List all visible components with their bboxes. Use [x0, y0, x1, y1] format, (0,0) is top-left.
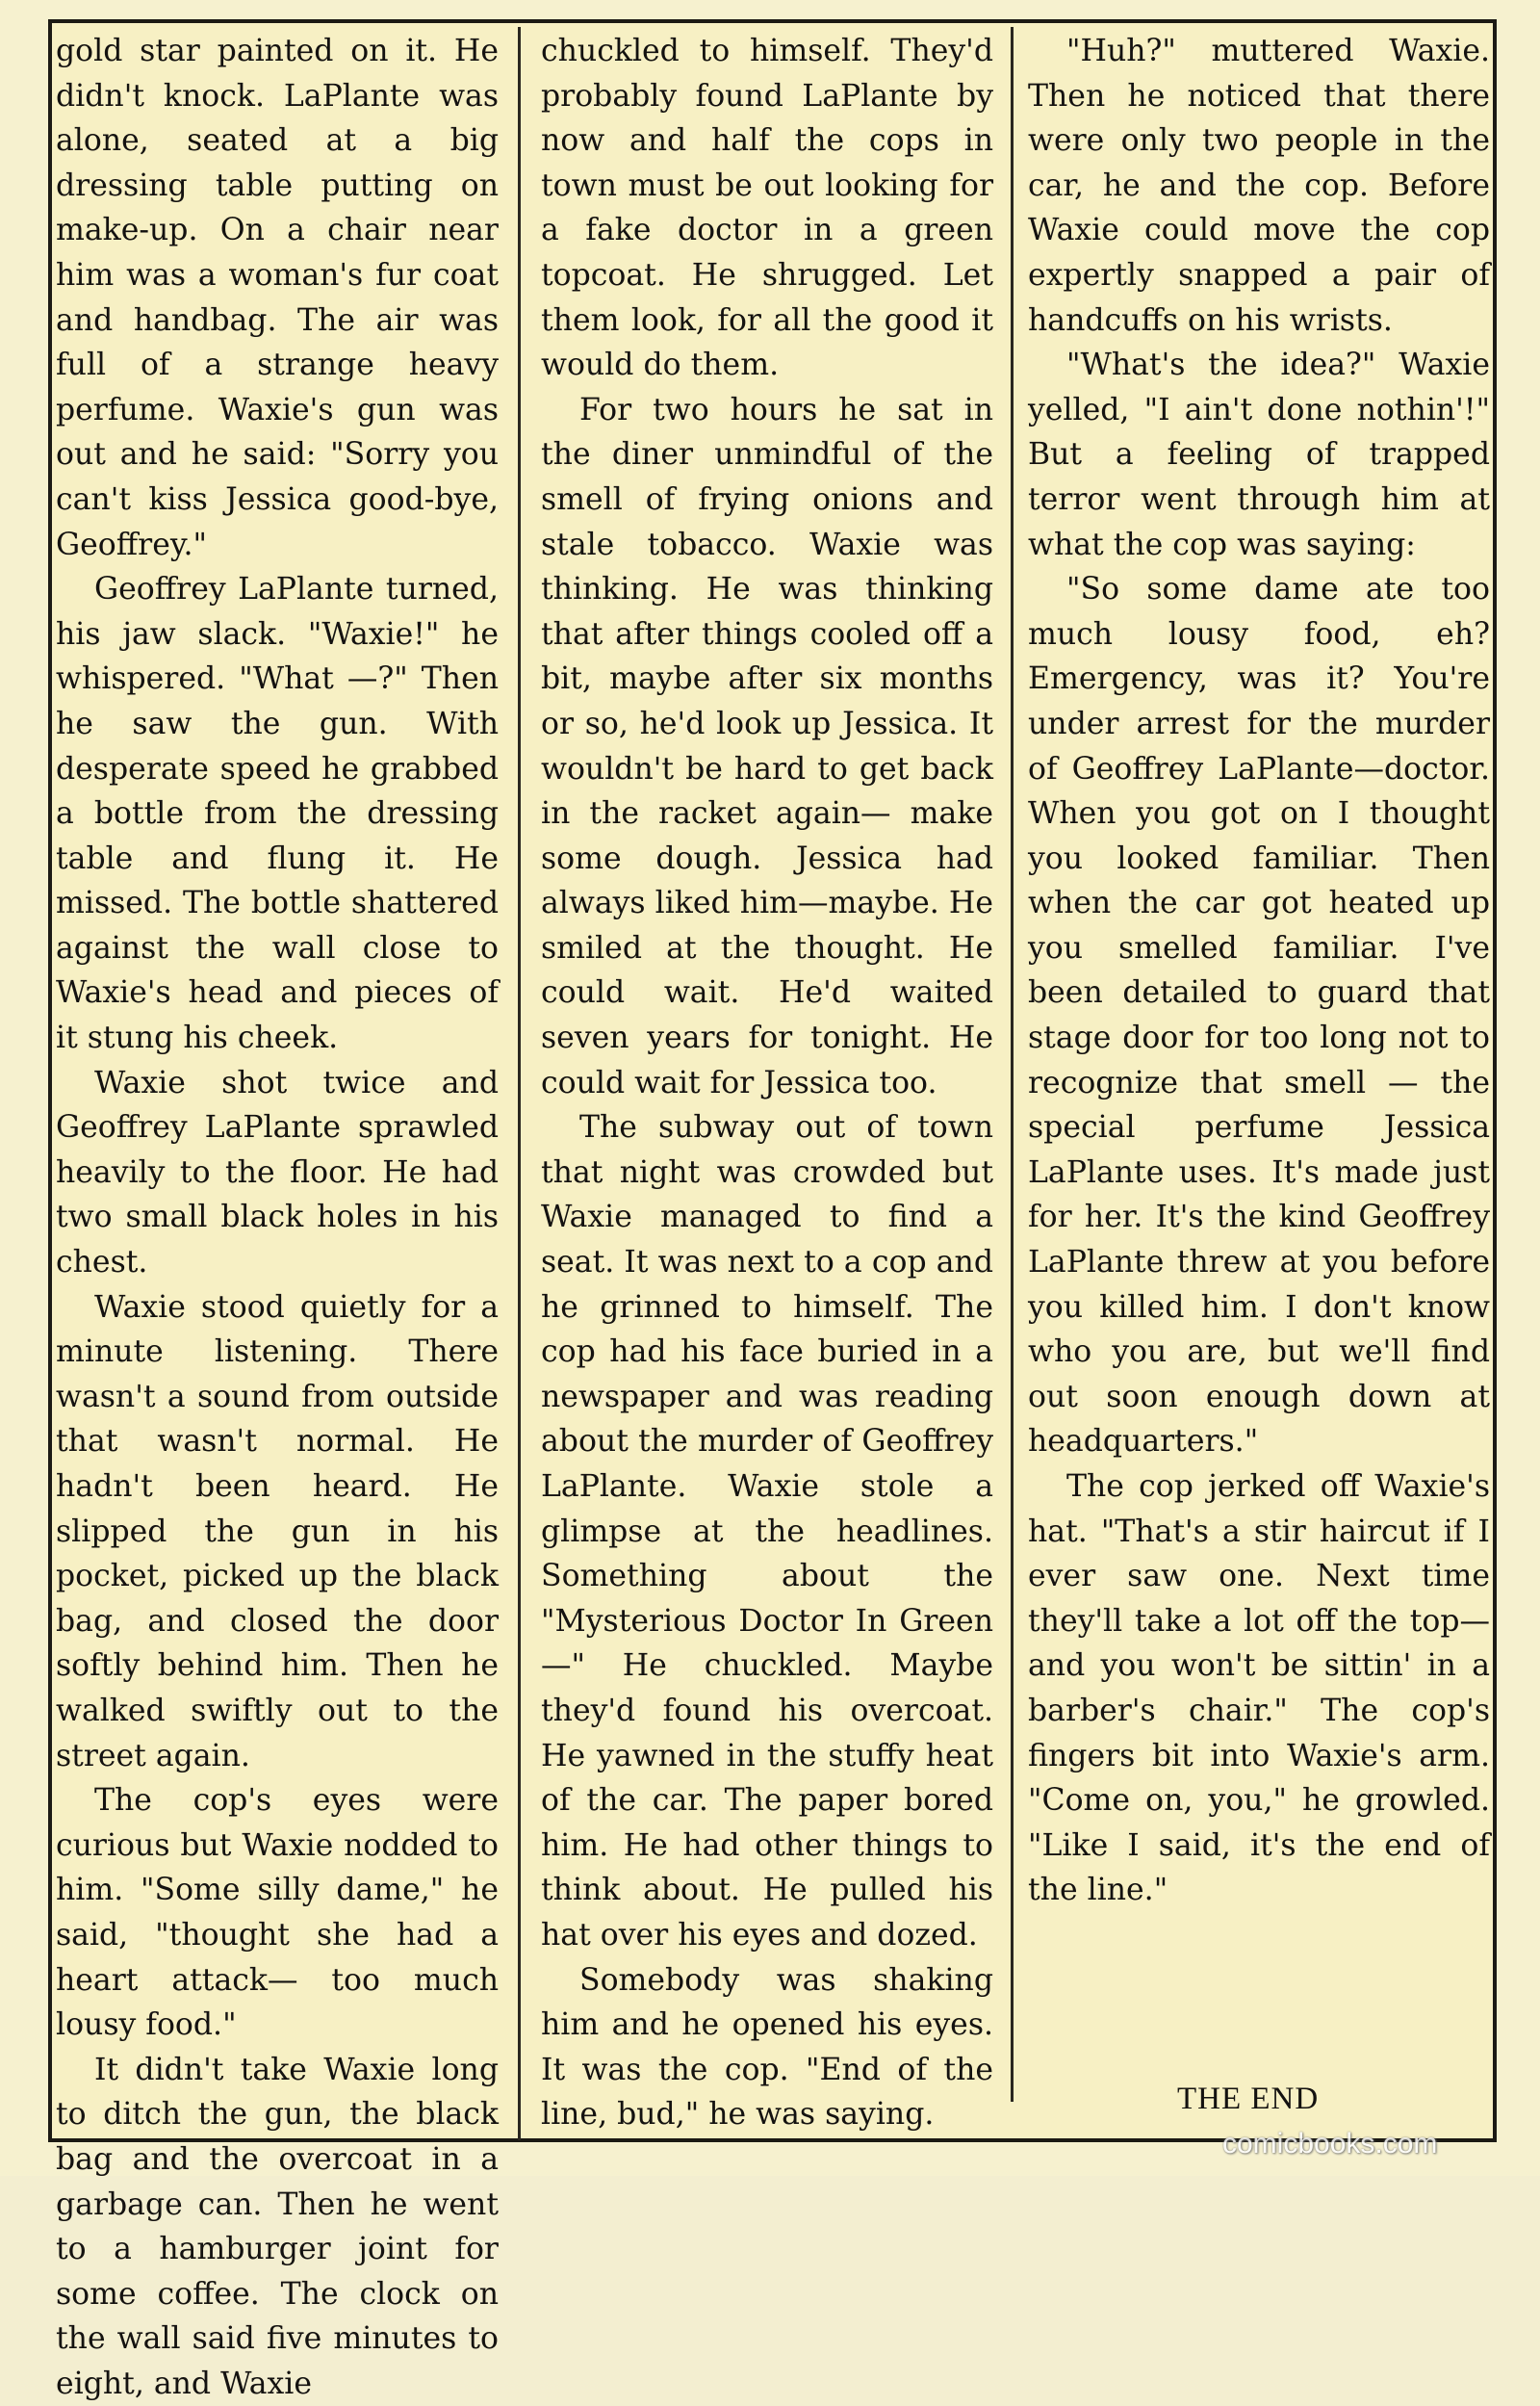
paragraph: Waxie stood quietly for a minute listening. There wasn't a sound from outside that wasn't normal. He hadn't been heard. He slipped the gun in his pocket, picked up the black bag, and closed the door softly behind him. Then he walked swiftly out to the street again. — [56, 1289, 499, 1773]
text-column-1 — [56, 29, 499, 2401]
text-column-3 — [1028, 29, 1490, 2118]
paragraph: It didn't take Waxie long to ditch the gun, the black bag and the overcoat in a garbage can. Then he went to a hamburger joint for some coffee. The clock on the wall said five minutes to eight, and Waxie — [56, 2052, 499, 2401]
paragraph: The cop's eyes were curious but Waxie nodded to him. "Some silly dame," he said, "thought she had a heart attack— too much lousy food." — [56, 1783, 499, 2043]
text-column-2 — [541, 29, 993, 2133]
paragraph: "What's the idea?" Waxie yelled, "I ain't done nothin'!" But a feeling of trapped terror went through him at what the cop was saying: — [1028, 348, 1490, 562]
the-end-label: THE END — [1177, 2082, 1320, 2116]
watermark: comicbooks.com — [1222, 2128, 1438, 2160]
paragraph: Waxie shot twice and Geoffrey LaPlante sprawled heavily to the floor. He had two small black holes in his chest. — [56, 1065, 499, 1281]
column-divider-left — [518, 27, 521, 2140]
paragraph: Somebody was shaking him and he opened his eyes. It was the cop. "End of the line, bud," he was saying. — [541, 1962, 993, 2133]
paragraph: "So some dame ate too much lousy food, eh? Emergency, was it? You're under arrest for the murder of Geoffrey LaPlante—doctor. When you got on I thought you looked familiar. Then when the car got heated up you smelled familiar. I've been detailed to guard that stage door for too long not to recognize that smell — the special perfume Jessica LaPlante uses. It's made just for her. It's the kind Geoffrey LaPlante threw at you before you killed him. I don't know who you are, but we'll find out soon enough down at headquarters." — [1028, 572, 1490, 1460]
paragraph: "Huh?" muttered Waxie. Then he noticed that there were only two people in the car, he and the cop. Before Waxie could move the cop expertly snapped a pair of handcuffs on his wrists. — [1028, 34, 1490, 338]
paragraph: The cop jerked off Waxie's hat. "That's a stir haircut if I ever saw one. Next time they'll take a lot off the top—and you won't be sittin' in a barber's chair." The cop's fingers bit into Waxie's arm. "Come on, you," he growled. "Like I said, it's the end of the line." — [1028, 1469, 1490, 1908]
column-divider-right — [1011, 27, 1014, 2102]
paragraph: For two hours he sat in the diner unmindful of the smell of frying onions and stale tobacco. Waxie was thinking. He was thinking that after things cooled off a bit, maybe after six months or so, he'd look up Jessica. It wouldn't be hard to get back in the racket again— make some dough. Jessica had always liked him—maybe. He smiled at the thought. He could wait. He'd waited seven years for tonight. He could wait for Jessica too. — [541, 392, 993, 1100]
paragraph: gold star painted on it. He didn't knock. LaPlante was alone, seated at a big dressing table putting on make-up. On a chair near him was a woman's fur coat and handbag. The air was full of a strange heavy perfume. Waxie's gun was out and he said: "Sorry you can't kiss Jessica good-bye, Geoffrey." — [56, 34, 499, 562]
paragraph: chuckled to himself. They'd probably found LaPlante by now and half the cops in town must be out looking for a fake doctor in a green topcoat. He shrugged. Let them look, for all the good it would do them. — [541, 34, 993, 383]
paragraph: The subway out of town that night was crowded but Waxie managed to find a seat. It was next to a cop and he grinned to himself. The cop had his face buried in a newspaper and was reading about the murder of Geoffrey LaPlante. Waxie stole a glimpse at the headlines. Something about the "Mysterious Doctor In Green—" He chuckled. Maybe they'd found his overcoat. He yawned in the stuffy heat of the car. The paper bored him. He had other things to think about. He pulled his hat over his eyes and dozed. — [541, 1110, 993, 1953]
paragraph: Geoffrey LaPlante turned, his jaw slack. "Waxie!" he whispered. "What —?" Then he saw the gun. With desperate speed he grabbed a bottle from the dressing table and flung it. He missed. The bottle shattered against the wall close to Waxie's head and pieces of it stung his cheek. — [56, 572, 499, 1056]
